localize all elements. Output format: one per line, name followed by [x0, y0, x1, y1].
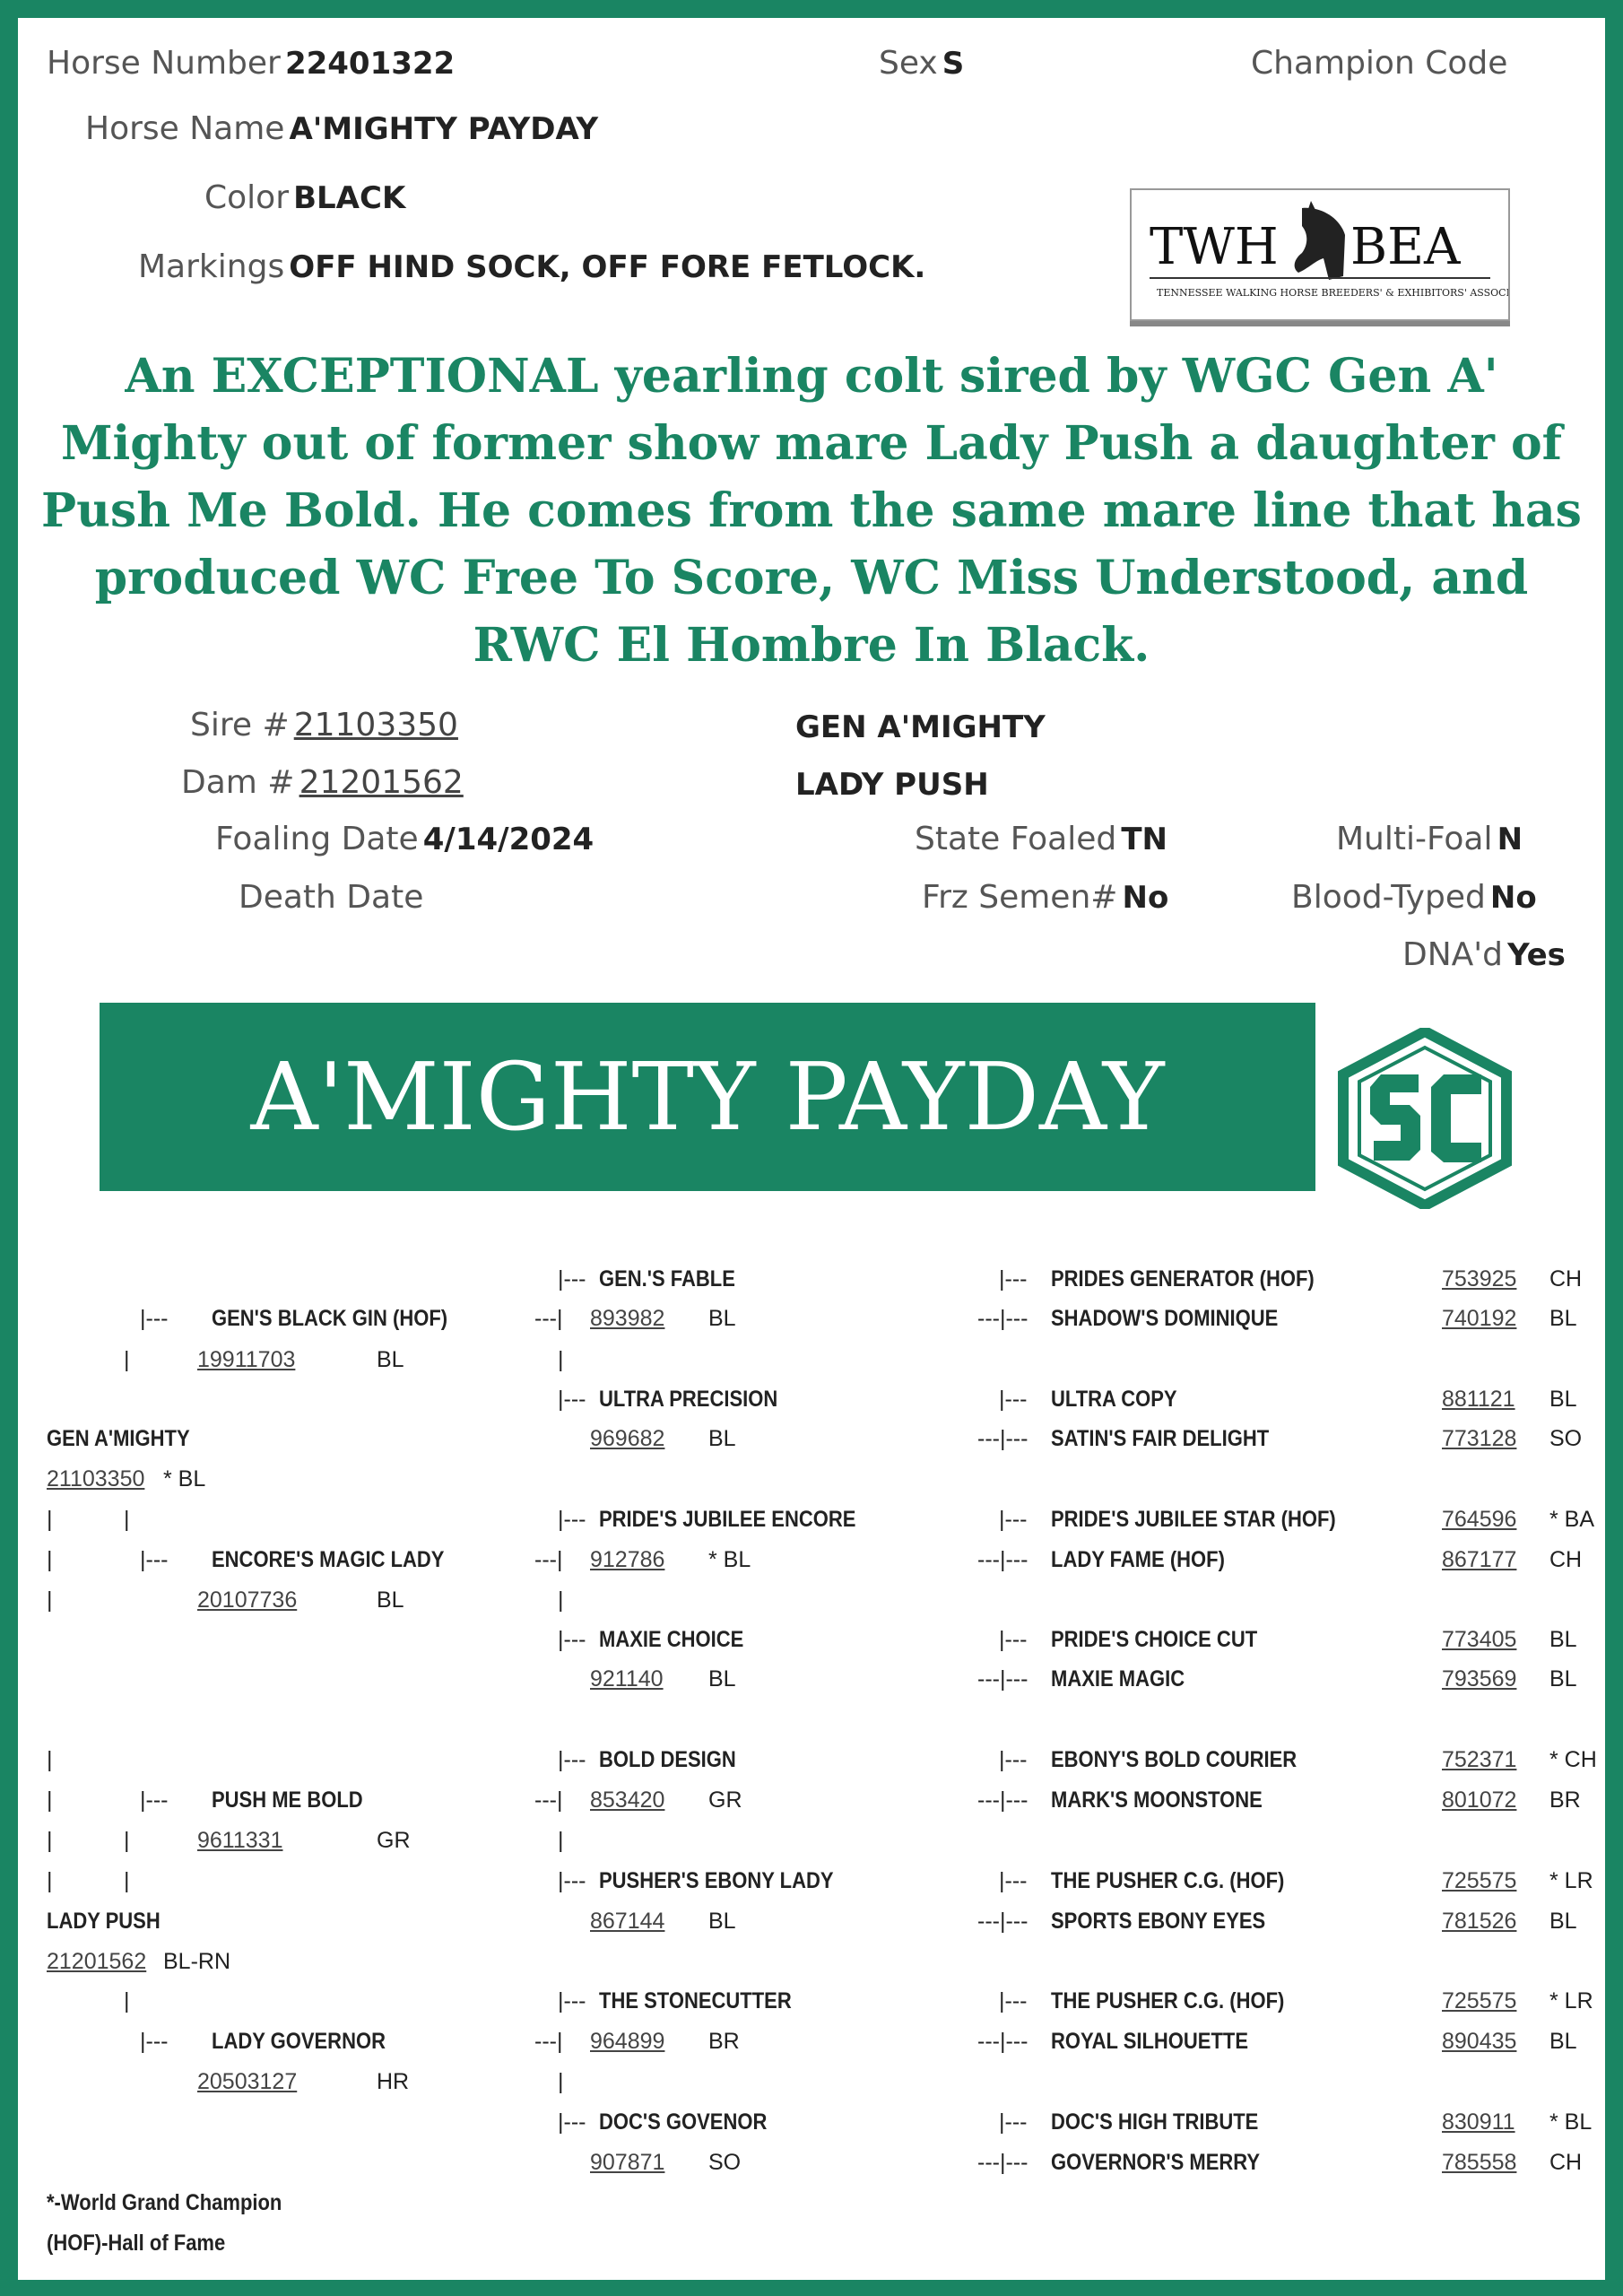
pedigree-number-link[interactable]: 921140	[590, 1666, 664, 1692]
pedigree-color: GR	[377, 1828, 411, 1853]
pedigree-gen3-name: ULTRA PRECISION	[599, 1387, 778, 1412]
pedigree-connector: |---	[558, 1387, 586, 1412]
pedigree-color: * BL	[708, 1547, 751, 1572]
dna-label: DNA'd	[1402, 936, 1504, 973]
pedigree-number-link[interactable]: 20107736	[197, 1587, 298, 1613]
pedigree-color: SO	[708, 2150, 742, 2175]
markings-row	[138, 248, 925, 285]
pedigree-number-link[interactable]: 964899	[590, 2029, 665, 2054]
banner-title: A'MIGHTY PAYDAY	[250, 1042, 1165, 1152]
pedigree-color: BL	[1549, 1666, 1577, 1692]
pedigree-color: GR	[708, 1787, 742, 1813]
markings-value: OFF HIND SOCK, OFF FORE FETLOCK.	[289, 249, 926, 285]
state-label: State Foaled	[915, 821, 1117, 857]
pedigree-number-link[interactable]: 907871	[590, 2150, 665, 2175]
champion-code-label: Champion Code	[1251, 45, 1508, 82]
logo-left-text: TWH	[1150, 218, 1279, 276]
pedigree-gen4-name: SATIN'S FAIR DELIGHT	[1051, 1426, 1270, 1451]
pedigree-connector: ---|---	[977, 1547, 1028, 1572]
pedigree-number-link[interactable]: 881121	[1442, 1387, 1515, 1412]
pedigree-gen4-name: GOVERNOR'S MERRY	[1051, 2150, 1261, 2175]
pedigree-color: SO	[1549, 1426, 1583, 1451]
horse-name-label: Horse Name	[85, 110, 285, 147]
pedigree-sire-meta	[47, 1466, 205, 1492]
sire-name: GEN A'MIGHTY	[795, 709, 1046, 745]
pedigree-number-link[interactable]: 969682	[590, 1426, 665, 1451]
pedigree-gen3-name: GEN.'S FABLE	[599, 1266, 735, 1292]
frz-label: Frz Semen#	[922, 879, 1118, 916]
pedigree-gen2-name: GEN'S BLACK GIN (HOF)	[212, 1306, 448, 1331]
blood-row	[1291, 879, 1537, 916]
state-row	[915, 821, 1167, 857]
pedigree-gen3-meta	[590, 1306, 736, 1332]
connector: |	[47, 1547, 53, 1572]
markings-label: Markings	[138, 248, 285, 285]
pedigree-connector: ---|---	[977, 1306, 1028, 1331]
pedigree-gen2-meta	[197, 1347, 404, 1373]
pedigree-gen3-name: BOLD DESIGN	[599, 1747, 736, 1772]
pedigree-connector: |---	[999, 1507, 1028, 1532]
horse-number-label: Horse Number	[47, 45, 281, 82]
pedigree-color: BR	[1549, 1787, 1581, 1813]
connector: |	[124, 1988, 130, 2013]
pedigree-gen3-name: MAXIE CHOICE	[599, 1627, 744, 1652]
pedigree-connector: |---	[140, 1787, 169, 1813]
pedigree-gen4-name: PRIDE'S JUBILEE STAR (HOF)	[1051, 1507, 1336, 1532]
pedigree-gen2-name: PUSH ME BOLD	[212, 1787, 363, 1813]
connector: |	[124, 1347, 130, 1372]
color-value: BLACK	[293, 180, 406, 216]
sire-row	[190, 707, 458, 744]
pedigree-gen3-meta	[590, 2029, 740, 2055]
pedigree-gen2-name: LADY GOVERNOR	[212, 2029, 386, 2054]
pedigree-gen4-name: DOC'S HIGH TRIBUTE	[1051, 2109, 1259, 2135]
pedigree-number-link[interactable]: 725575	[1442, 1868, 1517, 1893]
pedigree-gen3-meta	[590, 1787, 742, 1813]
pedigree-number-link[interactable]: 785558	[1442, 2150, 1517, 2175]
pedigree-color: CH	[1549, 1547, 1583, 1572]
pedigree-connector: |---	[999, 1988, 1028, 2013]
pedigree-connector: |	[558, 1828, 564, 1853]
pedigree-color: BL	[1549, 1909, 1577, 1934]
pedigree-gen4-name: MAXIE MAGIC	[1051, 1666, 1185, 1692]
pedigree-connector: |---	[999, 2109, 1028, 2135]
pedigree-number-link[interactable]: 21201562	[47, 1949, 147, 1974]
pedigree-connector: |---	[999, 1747, 1028, 1772]
blood-label: Blood-Typed	[1291, 879, 1486, 916]
connector: |	[47, 1868, 53, 1893]
pedigree-number-link[interactable]: 793569	[1442, 1666, 1517, 1692]
connector: |	[124, 1507, 130, 1532]
foaling-date: 4/14/2024	[422, 822, 595, 857]
legend	[47, 2190, 314, 2257]
pedigree-color: BL	[377, 1587, 404, 1613]
pedigree-number-link[interactable]: 773128	[1442, 1426, 1517, 1451]
pedigree-gen4-name: ULTRA COPY	[1051, 1387, 1177, 1412]
legend-hof: (HOF)-Hall of Fame	[47, 2231, 226, 2256]
pedigree-number-link[interactable]: 893982	[590, 1306, 665, 1331]
pedigree-number-link[interactable]: 801072	[1442, 1787, 1517, 1813]
dam-row	[181, 764, 464, 801]
dam-number-link[interactable]: 21201562	[299, 764, 464, 801]
sex-value: S	[942, 46, 965, 82]
pedigree-color: BL	[1549, 1627, 1577, 1652]
pedigree-gen2-meta	[197, 1828, 411, 1854]
pedigree-connector: |---	[558, 1266, 586, 1292]
pedigree-number-link[interactable]: 830911	[1442, 2109, 1515, 2135]
pedigree-color: BL	[377, 1347, 404, 1372]
multifoal-value: N	[1497, 822, 1523, 857]
pedigree-number-link[interactable]: 21103350	[47, 1466, 145, 1492]
pedigree-color: HR	[377, 2069, 410, 2094]
pedigree-connector: ---|---	[977, 2029, 1028, 2054]
pedigree-number-link[interactable]: 725575	[1442, 1988, 1517, 2013]
pedigree-connector: ---|	[534, 1787, 563, 1813]
pedigree-gen3-name: THE STONECUTTER	[599, 1988, 792, 2013]
pedigree-connector: |---	[558, 2109, 586, 2135]
pedigree-gen2-meta	[197, 1587, 404, 1613]
foaling-label: Foaling Date	[215, 821, 419, 857]
pedigree-connector: |---	[140, 2029, 169, 2054]
connector: |	[47, 1507, 53, 1532]
pedigree-number-link[interactable]: 740192	[1442, 1306, 1517, 1331]
pedigree-gen4-name: PRIDES GENERATOR (HOF)	[1051, 1266, 1315, 1292]
pedigree-connector: ---|---	[977, 1787, 1028, 1813]
pedigree-gen4-name: THE PUSHER C.G. (HOF)	[1051, 1868, 1285, 1893]
pedigree-gen4-name: THE PUSHER C.G. (HOF)	[1051, 1988, 1285, 2013]
pedigree-connector: ---|---	[977, 1909, 1028, 1934]
pedigree-gen4-name: SPORTS EBONY EYES	[1051, 1909, 1266, 1934]
pedigree-gen3-meta	[590, 1426, 736, 1452]
logo-right-text: BEA	[1350, 218, 1461, 276]
pedigree-number-link[interactable]: 912786	[590, 1547, 665, 1572]
logo-tagline: TENNESSEE WALKING HORSE BREEDERS' & EXHIBITORS' ASSOCIATION	[1157, 287, 1508, 299]
pedigree-color: BL	[708, 1306, 736, 1331]
pedigree-color: BL	[1549, 2029, 1577, 2054]
multifoal-label: Multi-Foal	[1336, 821, 1493, 857]
pedigree-gen4-name: PRIDE'S CHOICE CUT	[1051, 1627, 1258, 1652]
sex-row	[879, 45, 964, 82]
frz-row	[922, 879, 1168, 916]
name-banner	[100, 1003, 1315, 1191]
pedigree-number-link[interactable]: 764596	[1442, 1507, 1517, 1532]
pedigree-gen4-name: MARK'S MOONSTONE	[1051, 1787, 1263, 1813]
connector: |	[47, 1587, 53, 1613]
connector: |	[47, 1828, 53, 1853]
horse-head-icon	[1295, 201, 1345, 280]
pedigree-connector: |---	[140, 1547, 169, 1572]
pedigree-connector: |---	[558, 1747, 586, 1772]
twhbea-logo	[1130, 188, 1510, 321]
pedigree-gen3-meta	[590, 1909, 736, 1935]
dna-value: Yes	[1507, 937, 1566, 973]
pedigree-color: BL	[1549, 1387, 1577, 1412]
pedigree-gen4-name: EBONY'S BOLD COURIER	[1051, 1747, 1298, 1772]
connector: |	[124, 1868, 130, 1893]
pedigree-connector: ---|	[534, 1547, 563, 1572]
pedigree-gen2-meta	[197, 2069, 409, 2095]
pedigree-gen2-name: ENCORE'S MAGIC LADY	[212, 1547, 445, 1572]
color-row	[204, 179, 405, 216]
dam-label: Dam #	[181, 764, 295, 801]
pedigree-connector: |	[558, 1347, 564, 1372]
connector: |	[47, 1747, 53, 1772]
pedigree-connector: |---	[558, 1868, 586, 1893]
horse-name: A'MIGHTY PAYDAY	[289, 111, 599, 147]
pedigree-connector: ---|---	[977, 2150, 1028, 2175]
pedigree-number-link[interactable]: 781526	[1442, 1909, 1517, 1934]
pedigree-number-link[interactable]: 20503127	[197, 2069, 298, 2094]
pedigree-connector: |---	[999, 1266, 1028, 1292]
pedigree-connector: ---|---	[977, 1426, 1028, 1451]
pedigree-connector: |---	[140, 1306, 169, 1331]
foaling-row	[215, 821, 594, 857]
sc-logo-icon	[1338, 1028, 1512, 1209]
pedigree-gen3-meta	[590, 2150, 741, 2176]
pedigree-gen4-name: SHADOW'S DOMINIQUE	[1051, 1306, 1279, 1331]
pedigree-connector: |---	[558, 1988, 586, 2013]
pedigree-color: * LR	[1549, 1988, 1593, 2013]
pedigree-connector: |---	[999, 1387, 1028, 1412]
pedigree-sire-name: GEN A'MIGHTY	[47, 1426, 190, 1451]
pedigree-color: * BL	[163, 1466, 206, 1492]
pedigree-color: BR	[708, 2029, 740, 2054]
pedigree-connector: |---	[999, 1627, 1028, 1652]
pedigree-connector: ---|	[534, 1306, 563, 1331]
pedigree-dam-meta	[47, 1949, 230, 1975]
sire-number-link[interactable]: 21103350	[293, 707, 458, 744]
horse-number-row	[47, 45, 455, 82]
pedigree-connector: |	[558, 2069, 564, 2094]
pedigree-connector: |	[558, 1587, 564, 1613]
pedigree-color: BL-RN	[163, 1949, 231, 1974]
pedigree-number-link[interactable]: 890435	[1442, 2029, 1517, 2054]
pedigree-gen3-meta	[590, 1547, 751, 1573]
pedigree-connector: |---	[999, 1868, 1028, 1893]
pedigree-connector: |---	[558, 1507, 586, 1532]
pedigree-number-link[interactable]: 19911703	[197, 1347, 296, 1372]
pedigree-gen3-name: DOC'S GOVENOR	[599, 2109, 768, 2135]
pedigree-color: CH	[1549, 2150, 1583, 2175]
sex-label: Sex	[879, 45, 938, 82]
dam-name: LADY PUSH	[795, 767, 989, 803]
legend-wgc: *-World Grand Champion	[47, 2190, 282, 2215]
color-label: Color	[204, 179, 289, 216]
death-date-label: Death Date	[239, 879, 424, 916]
pedigree-color: * BA	[1549, 1507, 1595, 1532]
pedigree-gen4-name: LADY FAME (HOF)	[1051, 1547, 1225, 1572]
pedigree-color: BL	[1549, 1306, 1577, 1331]
description-blurb: An EXCEPTIONAL yearling colt sired by WGC Gen A' Mighty out of former show mare Lady Push a daughter of Push Me Bold. He comes from the same mare line that has produced WC Free To Score, WC Miss Understood, and RWC El Hombre In Black.	[41, 349, 1582, 673]
pedigree-connector: |---	[558, 1627, 586, 1652]
pedigree-color: * CH	[1549, 1747, 1597, 1772]
pedigree-color: * LR	[1549, 1868, 1593, 1893]
pedigree-number-link[interactable]: 867177	[1442, 1547, 1517, 1572]
frz-value: No	[1122, 880, 1169, 916]
pedigree-color: BL	[708, 1666, 736, 1692]
pedigree-dam-name: LADY PUSH	[47, 1909, 161, 1934]
blood-value: No	[1489, 880, 1537, 916]
pedigree-color: * BL	[1549, 2109, 1593, 2135]
state-value: TN	[1121, 822, 1167, 857]
connector: |	[124, 1828, 130, 1853]
horse-name-row	[85, 110, 598, 147]
pedigree-gen4-name: ROYAL SILHOUETTE	[1051, 2029, 1249, 2054]
pedigree-number-link[interactable]: 867144	[590, 1909, 665, 1934]
pedigree-connector: ---|---	[977, 1666, 1028, 1692]
pedigree-number-link[interactable]: 773405	[1442, 1627, 1517, 1652]
pedigree-gen3-name: PUSHER'S EBONY LADY	[599, 1868, 834, 1893]
pedigree-gen3-name: PRIDE'S JUBILEE ENCORE	[599, 1507, 856, 1532]
pedigree-number-link[interactable]: 752371	[1442, 1747, 1517, 1772]
multifoal-row	[1336, 821, 1523, 857]
connector: |	[47, 1787, 53, 1813]
sire-label: Sire #	[190, 707, 290, 744]
pedigree-color: BL	[708, 1426, 736, 1451]
horse-number: 22401322	[284, 46, 456, 82]
pedigree-number-link[interactable]: 853420	[590, 1787, 665, 1813]
dna-row	[1402, 936, 1566, 973]
pedigree-color: CH	[1549, 1266, 1583, 1292]
pedigree-number-link[interactable]: 9611331	[197, 1828, 283, 1853]
pedigree-color: BL	[708, 1909, 736, 1934]
pedigree-connector: ---|	[534, 2029, 563, 2054]
pedigree-card	[18, 18, 1605, 2280]
pedigree-gen3-meta	[590, 1666, 736, 1692]
pedigree-number-link[interactable]: 753925	[1442, 1266, 1517, 1292]
